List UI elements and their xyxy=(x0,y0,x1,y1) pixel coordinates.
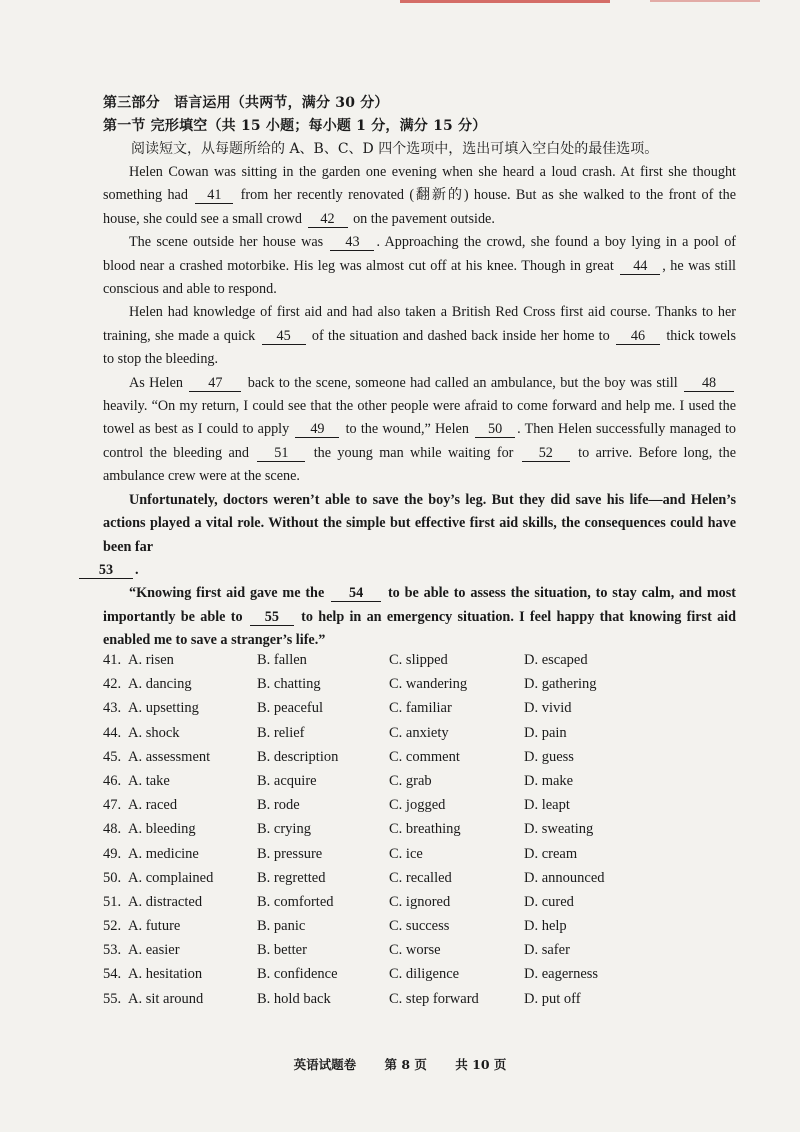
blank-45: 45 xyxy=(262,328,306,345)
option-a: A. upsetting xyxy=(128,700,199,717)
option-c: C. worse xyxy=(389,942,441,959)
option-a: A. future xyxy=(128,918,181,935)
option-c: C. slipped xyxy=(389,652,448,668)
option-row xyxy=(103,918,643,942)
top-edge-mark xyxy=(400,0,610,3)
paragraph-3: Helen had knowledge of first aid and had also taken a British Red Cross first aid course. Thanks to her training, she made a quick 45 of the situation and dashed back inside her home to 46 thick towels to stop the bleeding. xyxy=(103,304,737,368)
top-edge-mark-faint xyxy=(650,0,760,2)
option-c: C. grab xyxy=(389,772,432,789)
option-a: A. sit around xyxy=(128,990,204,1007)
option-d: D. make xyxy=(524,772,574,789)
footer-paper: 英语试题卷 xyxy=(293,1057,357,1072)
blank-51: 51 xyxy=(257,445,305,462)
option-c: C. step forward xyxy=(389,990,479,1007)
option-d: D. announced xyxy=(524,869,605,886)
blank-49: 49 xyxy=(295,421,339,438)
option-b: B. description xyxy=(257,748,339,765)
option-row xyxy=(103,676,643,700)
option-d: D. cured xyxy=(524,893,574,910)
option-b: B. acquire xyxy=(257,772,317,789)
option-d: D. gathering xyxy=(524,676,597,693)
option-row xyxy=(103,966,643,990)
blank-41: 41 xyxy=(195,187,233,204)
blank-53: 53 xyxy=(79,562,133,579)
option-d: D. pain xyxy=(524,724,567,741)
option-b: B. better xyxy=(257,942,307,959)
option-row xyxy=(103,870,643,894)
option-b: B. rode xyxy=(257,797,300,814)
paragraph-5: Unfortunately, doctors weren’t able to save the boy’s leg. But they did save his life—and Helen’s actions played a vital role. Without the simple but effective first aid skills, the consequences could have been far 53 . xyxy=(103,489,736,583)
option-c: C. familiar xyxy=(389,700,452,717)
option-row xyxy=(103,991,643,1015)
question-number: 54. xyxy=(103,966,122,983)
option-a: A. distracted xyxy=(128,893,203,910)
option-a: A. shock xyxy=(128,724,180,741)
page-footer xyxy=(0,1055,800,1073)
blank-42: 42 xyxy=(308,211,348,228)
option-a: A. bleeding xyxy=(128,821,196,838)
option-row xyxy=(103,797,643,821)
option-c: C. success xyxy=(389,918,450,935)
option-c: C. breathing xyxy=(389,821,461,838)
footer-total: 共 10 页 xyxy=(455,1057,507,1072)
question-number: 49. xyxy=(103,845,122,862)
blank-54: 54 xyxy=(331,585,381,602)
option-a: A. dancing xyxy=(128,676,192,693)
option-d: D. leapt xyxy=(524,797,570,814)
option-b: B. pressure xyxy=(257,845,323,862)
question-number: 55. xyxy=(103,990,122,1007)
option-d: D. guess xyxy=(524,748,574,765)
blank-52: 52 xyxy=(522,445,570,462)
option-d: D. eagerness xyxy=(524,966,599,983)
question-number: 51. xyxy=(103,893,122,910)
footer-page: 第 8 页 xyxy=(384,1057,427,1072)
option-b: B. crying xyxy=(257,821,311,838)
option-c: C. comment xyxy=(389,748,460,765)
instruction: 阅读短文，从每题所给的 A、B、C、D 四个选项中，选出可填入空白处的最佳选项。 xyxy=(131,141,659,157)
blank-46: 46 xyxy=(616,328,660,345)
option-b: B. peaceful xyxy=(257,700,324,717)
option-d: D. escaped xyxy=(524,652,588,668)
paragraph-6: “Knowing first aid gave me the 54 to be able to assess the situation, to stay calm, and most importantly be able to 55 to help in an emergency situation. I feel happy that knowing first aid enabled me to save a stranger’s life.” xyxy=(103,585,737,649)
question-number: 43. xyxy=(103,700,122,717)
option-a: A. hesitation xyxy=(128,966,203,983)
option-b: B. hold back xyxy=(257,990,331,1007)
blank-47: 47 xyxy=(189,375,241,392)
option-d: D. cream xyxy=(524,845,578,862)
option-a: A. complained xyxy=(128,869,214,886)
paragraph-4: As Helen 47 back to the scene, someone had called an ambulance, but the boy was still 48 heavily. “On my return, I could see that the other people were afraid to come forward and help me. I used the towel as best as I could to apply 49 to the wound,” Helen 50 . Then Helen successfully managed to control the bleeding and 51 the young man while waiting for 52 to arrive. Before long, the ambulance crew were at the scene. xyxy=(103,374,737,485)
option-d: D. help xyxy=(524,918,567,935)
option-row xyxy=(103,725,643,749)
option-row xyxy=(103,700,643,724)
option-row xyxy=(103,652,643,676)
option-row xyxy=(103,821,643,845)
option-b: B. relief xyxy=(257,724,305,741)
question-number: 45. xyxy=(103,748,122,765)
subsection-title: 第一节 完形填空（共 15 小题；每小题 1 分，满分 15 分） xyxy=(103,118,487,134)
option-a: A. raced xyxy=(128,797,178,814)
option-c: C. anxiety xyxy=(389,724,449,741)
option-d: D. vivid xyxy=(524,700,572,717)
option-b: B. regretted xyxy=(257,869,326,886)
option-d: D. sweating xyxy=(524,821,594,838)
option-c: C. jogged xyxy=(389,797,446,814)
option-b: B. fallen xyxy=(257,652,307,668)
option-a: A. medicine xyxy=(128,845,199,862)
question-number: 52. xyxy=(103,918,122,935)
blank-48: 48 xyxy=(684,375,734,392)
option-row xyxy=(103,894,643,918)
paragraph-1: Helen Cowan was sitting in the garden one evening when she heard a loud crash. At first she thought something had 41 from her recently renovated (翻新的) house. But as she walked to the front of the house, she could see a small crowd 42 on the pavement outside. xyxy=(103,164,737,227)
question-number: 41. xyxy=(103,652,122,668)
option-c: C. diligence xyxy=(389,966,460,983)
option-d: D. safer xyxy=(524,942,570,959)
section-title: 第三部分 语言运用（共两节，满分 30 分） xyxy=(103,95,389,111)
option-c: C. recalled xyxy=(389,869,452,886)
question-number: 46. xyxy=(103,772,122,789)
blank-50: 50 xyxy=(475,421,515,438)
option-a: A. risen xyxy=(128,652,174,668)
exam-page xyxy=(98,92,737,653)
option-c: C. ice xyxy=(389,845,423,862)
question-number: 44. xyxy=(103,724,122,741)
option-a: A. assessment xyxy=(128,748,211,765)
question-number: 53. xyxy=(103,942,122,959)
answer-options xyxy=(103,652,643,1015)
option-c: C. wandering xyxy=(389,676,468,693)
blank-43: 43 xyxy=(330,234,374,251)
option-b: B. confidence xyxy=(257,966,338,983)
blank-44: 44 xyxy=(620,258,660,275)
option-b: B. panic xyxy=(257,918,306,935)
paragraph-2: The scene outside her house was 43 . Approaching the crowd, she found a boy lying in a pool of blood near a crashed motorbike. His leg was almost cut off at his knee. Though in great 44 , he was still conscious and able to respond. xyxy=(103,234,737,298)
option-row xyxy=(103,773,643,797)
question-number: 48. xyxy=(103,821,122,838)
option-row xyxy=(103,942,643,966)
option-row xyxy=(103,846,643,870)
option-row xyxy=(103,749,643,773)
option-c: C. ignored xyxy=(389,893,451,910)
option-a: A. take xyxy=(128,772,170,789)
option-d: D. put off xyxy=(524,990,581,1007)
option-a: A. easier xyxy=(128,942,180,959)
option-b: B. chatting xyxy=(257,676,321,693)
blank-55: 55 xyxy=(250,609,294,626)
question-number: 47. xyxy=(103,797,122,814)
question-number: 50. xyxy=(103,869,122,886)
option-b: B. comforted xyxy=(257,893,334,910)
question-number: 42. xyxy=(103,676,122,693)
